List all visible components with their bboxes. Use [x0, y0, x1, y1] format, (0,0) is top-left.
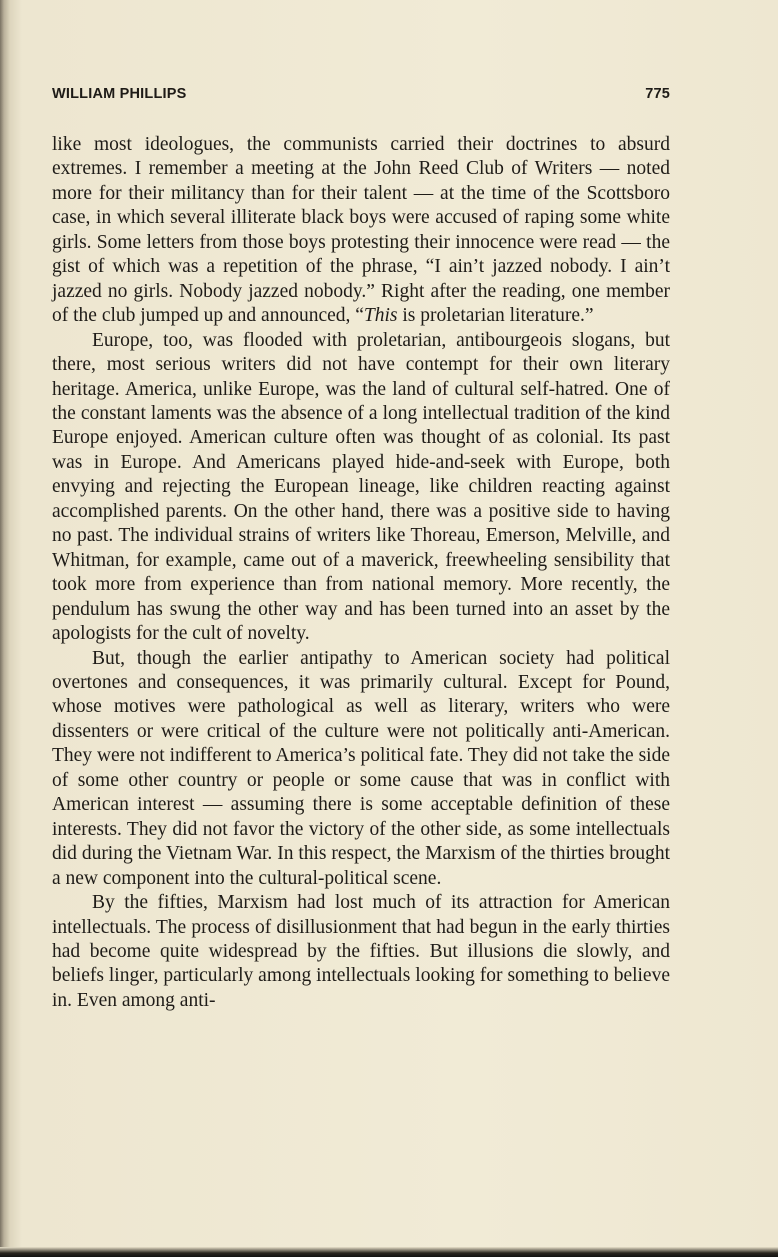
page-number: 775 — [645, 86, 670, 102]
paragraph-1 — [52, 133, 670, 329]
paragraph-2: Europe, too, was flooded with proletarian, antibourgeois slogans, but there, most serious writers did not have contempt for their own literary heritage. America, unlike Europe, was the land of cultural self-hatred. One of the constant laments was the absence of a long intellectual tradition of the kind Europe enjoyed. American culture often was thought of as colonial. Its past was in Europe. And Americans played hide-and-seek with Europe, both envying and rejecting the European lineage, like children reacting against accomplished parents. On the other hand, there was a positive side to having no past. The individual strains of writers like Thoreau, Emerson, Melville, and Whitman, for example, came out of a maverick, freewheeling sensibility that took more from experience than from national memory. More recently, the pendulum has swung the other way and has been turned into an asset by the apologists for the cult of novelty. — [52, 329, 670, 645]
body-text — [52, 133, 670, 1013]
emphasis-this: This — [363, 305, 398, 327]
paragraph-4: By the fifties, Marxism had lost much of its attraction for American intellectuals. The process of disillusionment that had begun in the early thirties had become quite widespread by the fifties. But illusions die slowly, and beliefs linger, particularly among intellectuals looking for something to believe in. Even among anti- — [52, 892, 670, 1011]
paragraph-3: But, though the earlier antipathy to American society had political overtones and consequences, it was primarily cultural. Except for Pound, whose motives were pathological as well as literary, writers who were dissenters or were critical of the culture were not politically anti-American. They were not indifferent to America’s political fate. They did not take the side of some other country or people or some cause that was in conflict with American interest — assuming there is some acceptable definition of these interests. They did not favor the victory of the other side, as some intellectuals did during the Vietnam War. In this respect, the Marxism of the thirties brought a new component into the cultural-political scene. — [52, 647, 670, 889]
running-head: WILLIAM PHILLIPS — [52, 86, 187, 102]
page-bottom-edge — [0, 1247, 778, 1257]
paragraph-1-text: like most ideologues, the communists carried their doctrines to absurd extremes. I remember a meeting at the John Reed Club of Writers — noted more for their militancy than for their talent — at the time of the Scottsboro case, in which several illiterate black boys were accused of raping some white girls. Some letters from those boys protesting their innocence were read — the gist of which was a repetition of the phrase, “I ain’t jazzed nobody. I ain’t jazzed no girls. Nobody jazzed nobody.” Right after the reading, one member of the club jumped up and announced, “ — [52, 134, 670, 327]
paragraph-1-text-end: is proletarian literature.” — [397, 305, 594, 327]
page-header — [52, 86, 670, 106]
